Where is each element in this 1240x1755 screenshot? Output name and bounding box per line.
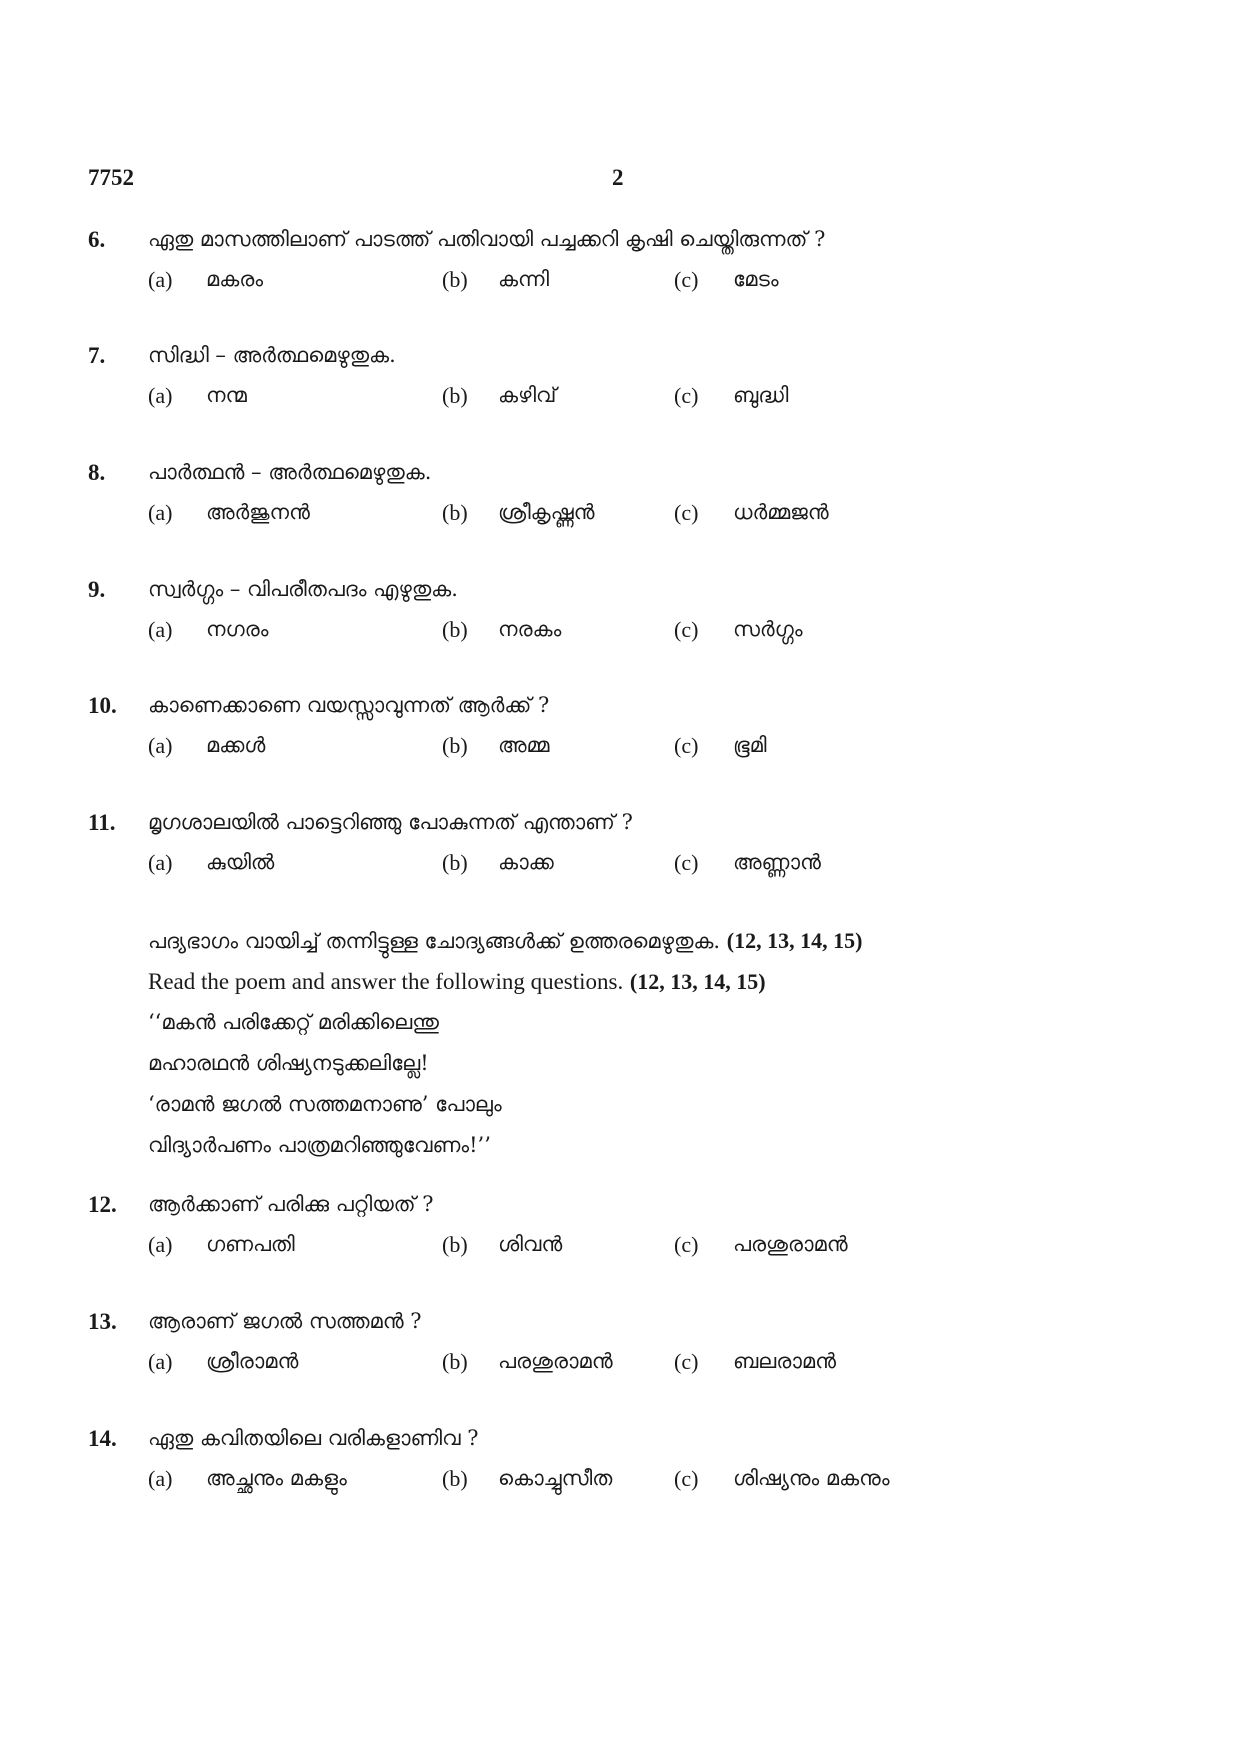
option-a-label: (a) [148,383,173,408]
question-text: ഏതു മാസത്തിലാണ് പാടത്ത് പതിവായി പച്ചക്കറി കൃഷി ചെയ്തിരുന്നത് ? [148,227,826,251]
option-c-text: ബുദ്ധി [733,383,789,407]
question-number: 8. [88,460,106,485]
instruction-malayalam [148,928,1188,969]
question-text: പാർത്ഥൻ – അർത്ഥമെഴുതുക. [148,460,432,484]
option-c-text: ബലരാമൻ [733,1349,836,1373]
question-11 [88,810,1188,890]
option-a-label: (a) [148,267,173,292]
question-text: ആർക്കാണ് പരിക്കു പറ്റിയത് ? [148,1192,434,1216]
options-row [88,500,1188,540]
question-number: 6. [88,227,106,252]
options-row [88,1466,1188,1506]
instruction-en-ref: (12, 13, 14, 15) [629,969,766,994]
option-b-label: (b) [442,617,468,642]
option-c-label: (c) [674,617,699,642]
question-number: 9. [88,577,106,602]
question-number: 10. [88,693,117,718]
question-number: 12. [88,1192,117,1217]
question-13 [88,1309,1188,1389]
option-c-text: ധർമ്മജൻ [733,500,829,524]
option-a-text: നഗരം [206,617,269,641]
option-a-label: (a) [148,500,173,525]
option-a-text: ഗണപതി [206,1232,295,1256]
question-8 [88,460,1188,540]
options-row [88,733,1188,773]
option-c-label: (c) [674,383,699,408]
options-row [88,617,1188,657]
question-text: ഏതു കവിതയിലെ വരികളാണിവ ? [148,1426,479,1450]
option-b-text: കൊച്ചുസീത [498,1466,613,1490]
option-c-label: (c) [674,850,699,875]
question-10 [88,693,1188,773]
option-b-text: കഴിവ് [498,383,557,407]
option-c-text: അണ്ണാൻ [733,850,821,874]
poem-line: ‘‘മകൻ പരിക്കേറ്റ് മരിക്കിലെന്തു [148,1010,439,1034]
option-c-text: ശിഷ്യനും മകനും [733,1466,890,1490]
instruction-en-text: Read the poem and answer the following questions. [148,969,624,994]
poem-line: ‘രാമൻ ജഗൽ സത്തമനാണു’ പോലും [148,1092,502,1116]
option-a-text: നന്മ [206,383,247,407]
option-b-label: (b) [442,383,468,408]
option-b-label: (b) [442,1466,468,1491]
instruction-english [148,969,1188,1010]
question-text: സിദ്ധി – അർത്ഥമെഴുതുക. [148,343,396,367]
question-14 [88,1426,1188,1506]
question-number: 13. [88,1309,117,1334]
question-text: മൃഗശാലയിൽ പാട്ടെറിഞ്ഞു പോകുന്നത് എന്താണ് ? [148,810,633,834]
question-text: സ്വർഗ്ഗം – വിപരീതപദം എഴുതുക. [148,577,458,601]
option-c-text: സർഗ്ഗം [733,617,803,641]
option-a-label: (a) [148,850,173,875]
option-a-text: മകരം [206,267,264,291]
question-6 [88,227,1188,307]
option-c-label: (c) [674,267,699,292]
poem-passage [148,928,1188,1174]
options-row [88,1349,1188,1389]
option-c-label: (c) [674,1349,699,1374]
option-c-text: പരശുരാമൻ [733,1232,848,1256]
question-7 [88,343,1188,423]
option-a-text: മക്കൾ [206,733,266,757]
option-a-text: ശ്രീരാമൻ [206,1349,299,1373]
question-number: 14. [88,1426,117,1451]
option-c-label: (c) [674,1466,699,1491]
poem-line: മഹാരഥൻ ശിഷ്യനടുക്കലില്ലേ! [148,1051,429,1075]
options-row [88,383,1188,423]
question-number: 7. [88,343,106,368]
option-b-label: (b) [442,1232,468,1257]
poem-line: വിദ്യാർപണം പാത്രമറിഞ്ഞുവേണം!’’ [148,1133,491,1157]
option-b-label: (b) [442,1349,468,1374]
option-a-label: (a) [148,1349,173,1374]
option-b-text: കന്നി [498,267,550,291]
question-number: 11. [88,810,116,835]
option-a-label: (a) [148,617,173,642]
option-b-label: (b) [442,733,468,758]
option-a-label: (a) [148,733,173,758]
instruction-ml-ref: (12, 13, 14, 15) [726,928,863,953]
option-a-label: (a) [148,1232,173,1257]
options-row [88,1232,1188,1272]
question-9 [88,577,1188,657]
page-number: 2 [612,165,624,190]
option-c-text: മേടം [733,267,779,291]
option-b-text: ശ്രീകൃഷ്ണൻ [498,500,595,524]
option-b-text: പരശുരാമൻ [498,1349,613,1373]
question-12 [88,1192,1188,1272]
options-row [88,850,1188,890]
question-text: ആരാണ് ജഗൽ സത്തമൻ ? [148,1309,422,1333]
question-paper-code: 7752 [88,165,134,190]
question-text: കാണെക്കാണെ വയസ്സാവുന്നത് ആർക്ക് ? [148,693,550,717]
option-c-text: ഭൂമി [733,733,767,757]
option-b-label: (b) [442,850,468,875]
option-b-label: (b) [442,500,468,525]
instruction-ml-text: പദ്യഭാഗം വായിച്ച് തന്നിട്ടുള്ള ചോദ്യങ്ങൾക്ക് ഉത്തരമെഴുതുക. [148,929,721,953]
option-c-label: (c) [674,1232,699,1257]
option-b-text: കാക്ക [498,850,554,874]
option-b-text: അമ്മ [498,733,550,757]
option-c-label: (c) [674,500,699,525]
option-a-text: അർജുനൻ [206,500,310,524]
option-a-text: അച്ഛനും മകളും [206,1466,347,1490]
option-b-text: നരകം [498,617,562,641]
option-c-label: (c) [674,733,699,758]
option-b-label: (b) [442,267,468,292]
option-a-text: കുയിൽ [206,850,275,874]
options-row [88,267,1188,307]
option-b-text: ശിവൻ [498,1232,563,1256]
option-a-label: (a) [148,1466,173,1491]
